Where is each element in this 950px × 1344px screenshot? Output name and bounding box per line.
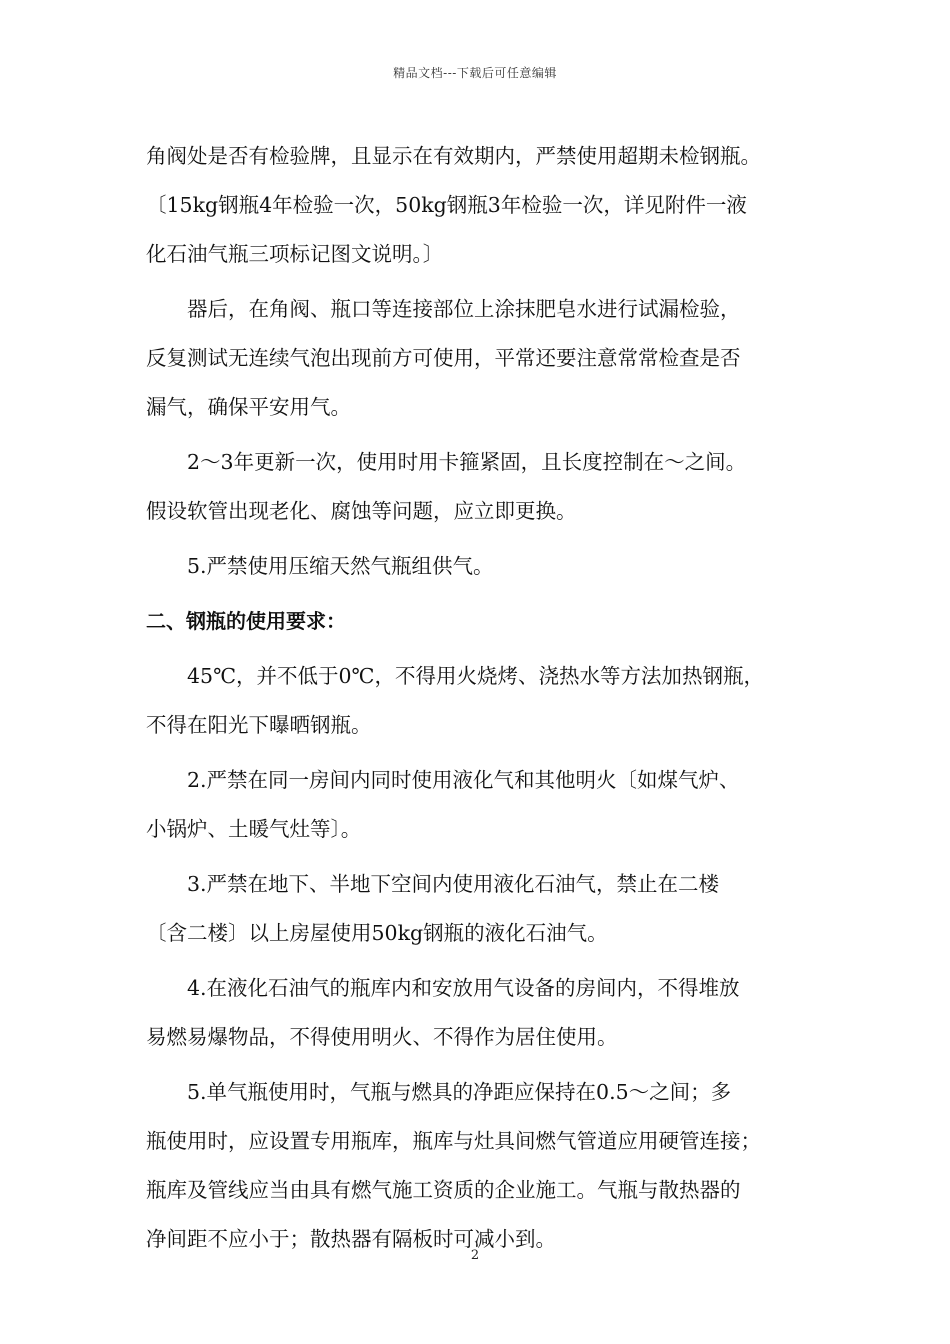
paragraph xyxy=(146,964,814,1062)
text-line: 化石油气瓶三项标记图文说明。〕 xyxy=(146,242,444,266)
paragraph xyxy=(146,132,814,279)
page-number: 2 xyxy=(470,1248,480,1263)
paragraph xyxy=(146,860,814,958)
text-line: 3.严禁在地下、半地下空间内使用液化石油气，禁止在二楼 xyxy=(187,872,720,896)
text-line: 易燃易爆物品，不得使用明火、不得作为居住使用。 xyxy=(146,1025,618,1049)
paragraph xyxy=(146,1068,814,1264)
section-heading xyxy=(146,597,814,646)
text-line: 反复测试无连续气泡出现前方可使用，平常还要注意常常检查是否 xyxy=(146,346,741,370)
text-line: 漏气，确保平安用气。 xyxy=(146,395,351,419)
paragraph xyxy=(146,285,814,432)
text-line: 2～3年更新一次，使用时用卡箍紧固，且长度控制在～之间。 xyxy=(187,450,747,474)
text-line: 4.在液化石油气的瓶库内和安放用气设备的房间内，不得堆放 xyxy=(187,976,740,1000)
text-line: 2.严禁在同一房间内同时使用液化气和其他明火〔如煤气炉、 xyxy=(187,768,740,792)
text-line: 不得在阳光下曝晒钢瓶。 xyxy=(146,713,372,737)
text-line: 器后，在角阀、瓶口等连接部位上涂抹肥皂水进行试漏检验， xyxy=(187,297,741,321)
paragraph xyxy=(146,652,814,750)
text-line: 瓶使用时，应设置专用瓶库，瓶库与灶具间燃气管道应用硬管连接； xyxy=(146,1129,761,1153)
paragraph xyxy=(146,438,814,536)
text-line: 〔15kg钢瓶4年检验一次，50kg钢瓶3年检验一次，详见附件一液 xyxy=(146,193,747,217)
page-header: 精品文档---下载后可任意编辑 xyxy=(393,66,557,80)
text-line: 瓶库及管线应当由具有燃气施工资质的企业施工。气瓶与散热器的 xyxy=(146,1178,741,1202)
text-line: 小锅炉、土暖气灶等〕。 xyxy=(146,817,362,841)
text-line: 假设软管出现老化、腐蚀等问题，应立即更换。 xyxy=(146,499,577,523)
heading-text: 二、钢瓶的使用要求： xyxy=(146,609,346,633)
document-body xyxy=(146,132,814,1264)
text-line: 角阀处是否有检验牌，且显示在有效期内，严禁使用超期未检钢瓶。 xyxy=(146,144,761,168)
paragraph xyxy=(146,542,814,591)
paragraph xyxy=(146,756,814,854)
text-line: 净间距不应小于；散热器有隔板时可减小到。 xyxy=(146,1227,556,1251)
text-line: 5.严禁使用压缩天然气瓶组供气。 xyxy=(187,554,494,578)
text-line: 〔含二楼〕以上房屋使用50kg钢瓶的液化石油气。 xyxy=(146,921,608,945)
text-line: 45℃，并不低于0℃，不得用火烧烤、浇热水等方法加热钢瓶， xyxy=(187,664,764,688)
text-line: 5.单气瓶使用时，气瓶与燃具的净距应保持在0.5～之间；多 xyxy=(187,1080,732,1104)
